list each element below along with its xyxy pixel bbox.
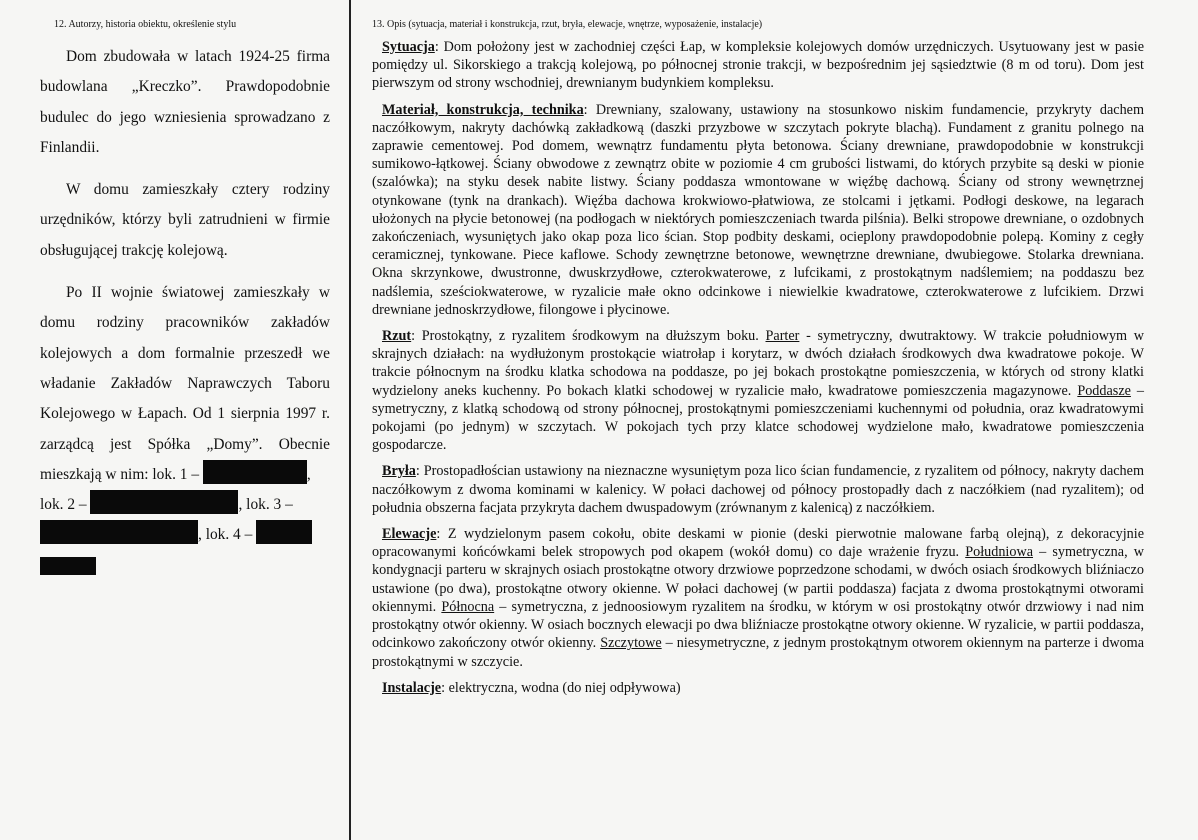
redaction-block: [203, 460, 307, 484]
history-paragraph-3: [40, 278, 330, 490]
elewacje-text-2: – symetryczna, w kondygnacji parteru w skrajnych osiach prostokątne otwory drzwiowe poprzedzone schodami, w dwóch osiach środkowych bliźniaczo ustawione (po dwa), prostokątne otwory okienne. W połaci dachowej (w partii poddasza) facjata z dwoma prostokątnymi otworami okiennymi.: [372, 544, 1144, 615]
elewacje-text-4: – niesymetryczne, z jednym prostokątnym otworem okiennym na parterze i dwoma prostokątnymi w szczycie.: [372, 635, 1144, 670]
redaction-block: [40, 520, 198, 544]
rzut-heading: Rzut: [382, 328, 412, 345]
rzut-text-1: : Prostokątny, z ryzalitem środkowym na dłuższym boku.: [411, 328, 766, 345]
column-divider: [349, 0, 351, 840]
poludniowa-subheading: Południowa: [965, 544, 1034, 561]
rzut-paragraph: [372, 327, 1144, 454]
redaction-block: [40, 557, 96, 575]
sytuacja-paragraph: [372, 38, 1144, 93]
section-12-header: 12. Autorzy, historia obiektu, określenie stylu: [54, 19, 237, 30]
bryla-heading: Bryła: [382, 463, 416, 480]
material-heading: Materiał, konstrukcja, technika: [382, 101, 584, 118]
instalacje-paragraph: [372, 679, 1144, 697]
section-13-header: 13. Opis (sytuacja, materiał i konstrukcja, rzut, bryła, elewacje, wnętrze, wyposażenie, instalacje): [372, 19, 763, 30]
polnocna-subheading: Północna: [441, 598, 495, 615]
left-column: [40, 18, 330, 581]
instalacje-text: : elektryczna, wodna (do niej odpływowa): [441, 679, 681, 696]
instalacje-heading: Instalacje: [382, 679, 442, 696]
history-paragraph-2: W domu zamieszkały cztery rodziny urzędników, którzy byli zatrudnieni w firmie obsługującej trakcję kolejową.: [40, 181, 330, 259]
elewacje-paragraph: [372, 525, 1144, 671]
history-paragraph-1: Dom zbudowała w latach 1924-25 firma budowlana „Kreczko”. Prawdopodobnie budulec do jego wzniesienia sprowadzano z Finlandii.: [40, 48, 330, 156]
parter-subheading: Parter: [765, 328, 800, 345]
elewacje-heading: Elewacje: [382, 526, 437, 543]
redacted-line-2: [40, 520, 330, 550]
lok2-label: lok. 2 –: [40, 496, 87, 514]
redacted-line-3: [40, 551, 330, 581]
poddasze-subheading: Poddasze: [1077, 382, 1131, 399]
rzut-text-2: - symetryczny, dwutraktowy. W trakcie południowym w skrajnych działach: na wydłużonym prostokącie wiatrołap i korytarz, w dwóch działach środkowych dwa kwadratowe pokoje. W trakcie północnym na środku klatka schodowa na poddasze, po jej bokach prostokątne pomieszczenia, w których od strony klatki wydzielony aneks kuchenny. Po bokach klatki schodowej w ryzalicie mało, kwadratowe pomieszczenia magazynowe.: [372, 328, 1144, 399]
elewacje-text-1: : Z wydzielonym pasem cokołu, obite deskami w pionie (deski pierwotnie malowane farbą olejną), z dekoracyjnie opracowanymi końcówkami belek stropowych pod okapem (wokół domu) co daje wrażenie fryzu.: [372, 526, 1144, 561]
bryla-paragraph: [372, 462, 1144, 517]
material-text: : Drewniany, szalowany, ustawiony na stosunkowo niskim fundamencie, przykryty dachem naczółkowym, nakryty dachówką zakładkową (daszki przyzbowe w szczytach pokryte blachą). Fundament z granitu polnego na zaprawie cementowej. Pod domem, wewnątrz fundamentu płyta betonowa. Ściany drewniane, prawdopodobnie w konstrukcji sumikowo-łątkowej. Ściany obwodowe z zewnątrz obite w poziomie 4 cm grubości listwami, do których przybite są deski w pionie (szalówka); na styku desek nabite listwy. Ściany poddasza wmontowane w więźbę dachową. Ściany od strony wewnętrznej otynkowane (tynk na drankach). Więźba dachowa krokwiowo-płatwiowa, ze stolcami i jętkami. Podłogi deskowe, na legarach ułożonych na płycie betonowej (na podłogach w niektórych pomieszczeniach twarda pilśnia). Belki stropowe drewniane, o ozdobnych zakończeniach, wysuniętych jako okap poza lico ścian. Stop podbity deskami, ocieplony prawdopodobnie polepą. Kominy z cegły ceramicznej, tynkowane. Piece kaflowe. Schody zewnętrzne betonowe, wewnętrzne drewniane, dwubiegowe. Stolarka drewniana. Okna skrzynkowe, dwustronne, dwuskrzydłowe, czterokwaterowe, z lufcikami, z prostokątnym nadślemiem; na poddaszu bez nadślemia, sześciokwaterowe, w ryzalicie małe okno odcinkowe i niewielkie kwadratowe, czterokwaterowe z lufcikiem. Drzwi drewniane jednoskrzydłowe, filongowe i płycinowe.: [372, 101, 1145, 318]
lok4-label: , lok. 4 –: [198, 526, 253, 544]
bryla-text: : Prostopadłościan ustawiony na nieznaczne wysuniętym poza lico ścian fundamencie, z ryzalitem od północy, nakryty dachem naczółkowym z dwoma kominami w kalenicy. W połaci dachowej od północy prostopadły dach z naczółkiem (nad ryzalitem); od południa obszerna facjata przykryta dachem dwuspadowym (zrównanym z kalenicą) z naczółkiem.: [372, 463, 1144, 516]
rzut-text-3: – symetryczny, z klatką schodową od strony północnej, prostokątnymi pomieszczeniami kuchennymi od południa, oraz kwadratowymi pokojami (po jednym) w szczytach. W pokojach tych przy klatce schodowej wydzielone mało, kwadratowe pomieszczenia gospodarcze.: [372, 382, 1145, 454]
material-paragraph: [372, 101, 1144, 319]
comma: ,: [306, 465, 311, 483]
right-column: [372, 18, 1144, 705]
sytuacja-heading: Sytuacja: [382, 39, 435, 55]
elewacje-text-3: – symetryczna, z jednoosiowym ryzalitem na środku, w którym w osi prostokątny otwór drzwiowy i nad nim prostokątny otwór okienny. W osiach bocznych elewacji po dwa bliźniacze prostokątne otwory okienne. W ryzalicie, w partii poddasza, odcinkowo zakończony otwór okienny.: [372, 598, 1144, 652]
redaction-block: [256, 520, 312, 544]
redaction-block: [90, 490, 238, 514]
history-paragraph-3-text: Po II wojnie światowej zamieszkały w domu rodziny pracowników zakładów kolejowych a dom formalnie przeszedł we władanie Zakładów Naprawczych Taboru Kolejowego w Łapach. Od 1 sierpnia 1997 r. zarządcą jest Spółka „Domy”. Obecnie mieszkają w nim: lok. 1 –: [40, 284, 330, 483]
lok3-label: , lok. 3 –: [238, 496, 293, 514]
redacted-line-1: [40, 490, 330, 520]
sytuacja-text: : Dom położony jest w zachodniej części Łap, w kompleksie kolejowych domów urzędniczych. Usytuowany jest w pasie pomiędzy ul. Sikorskiego a trakcją kolejową, po północnej stronie trakcji, w bezpośrednim jej sąsiedztwie (8 m od toru). Dom jest pierwszym od strony wschodniej, drewnianym budynkiem kompleksu.: [372, 39, 1144, 92]
szczytowe-subheading: Szczytowe: [600, 635, 662, 652]
